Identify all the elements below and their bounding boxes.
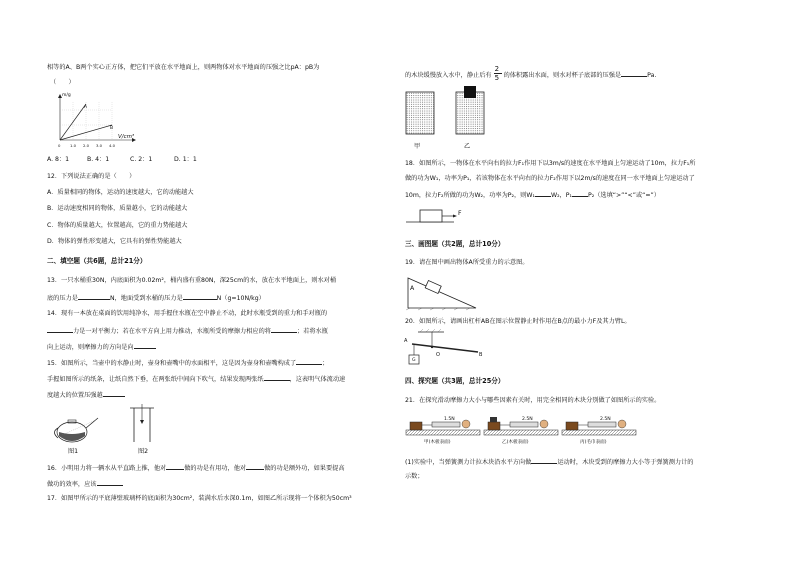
graph-xtick: 2.0 [83, 143, 90, 148]
incline-label-a: A [410, 285, 415, 292]
q20-stem: 20．如图所示，请画出杠杆AB在图示位置静止时作用在B点的最小力F及其力臂L。 [405, 318, 631, 325]
exp3-caption: 丙(毛巾表面) [580, 440, 607, 445]
q21-part1-line2: 示数； [405, 473, 424, 480]
incline-figure [404, 270, 484, 312]
q12-stem: 12．下列说法正确的是（ ） [47, 173, 136, 180]
q11-option-a: A. 8：1 [47, 156, 70, 163]
graph-xtick: 0 [58, 143, 61, 148]
cup-label-yi: 乙 [464, 143, 471, 150]
lever-label-g: G [412, 358, 416, 363]
exp2-reading: 2.5N [522, 417, 533, 422]
q18-line3: 10m，拉力F₂所做的功为W₂，功率为P₂，则W₁ W₂，P₁ P₂（选填“>”“<”或“=”） [405, 192, 660, 199]
section-3-heading: 三、画图题（共2题，总计10分） [405, 240, 505, 248]
q11-paren: （ ） [50, 79, 75, 86]
force-label: F [458, 210, 462, 217]
q12-option-b: B．运动速度相同的物体，质量越小，它的动能越大 [47, 205, 188, 212]
block-force-figure [406, 205, 476, 225]
q18-line1: 18．如图所示，一物体在水平向右的拉力F₁作用下以3m/s的速度在水平地面上匀速运动了10m，拉力F₁所 [405, 160, 696, 167]
paper-strips-figure [120, 402, 170, 448]
exp1-caption: 甲(木板表面) [424, 440, 451, 445]
section-4-heading: 四、探究题（共3题，总计25分） [405, 377, 505, 385]
fraction-numerator: 2 [494, 65, 500, 73]
fig2-caption: 图2 [138, 448, 149, 455]
q18-line2: 做的功为W₁，功率为P₁，若该物体在水平向右的拉力F₂作用下以2m/s的速度在同一水平地面上匀速运动了 [405, 175, 695, 182]
lever-label-a: A [404, 338, 408, 344]
q13-line2: 底的压力是 N，地面受到水桶的压力是 N（g=10N/kg） [47, 295, 265, 302]
graph-xtick: 3.0 [96, 143, 103, 148]
fraction-denominator: 5 [494, 74, 500, 82]
q21-stem: 21．在探究滑动摩擦力大小与哪些因素有关时，用完全相同的木块分别做了如图所示的实验。 [405, 397, 661, 404]
graph-series-b: B [110, 126, 114, 131]
q13-line1: 13．一只水桶重30N，内底面积为0.02m²，桶内盛有重80N，深25cm的水，放在水平地面上，则水对桶 [47, 277, 337, 284]
q14-line2: 力是一对平衡力；若在水平方向上用力推动，水瓶所受的摩擦力相应的将 ；若将水瓶 [47, 326, 328, 336]
q16-line1: 16．小明用力将一辆水从平直路上推，他对 做的功是有用功，他对 做的功是额外功，如果要提高 [47, 465, 345, 472]
graph-xtick: 4.0 [109, 143, 116, 148]
q15-line3: 度越大的位置压强越 [47, 390, 125, 400]
q11-option-b: B. 4：1 [87, 156, 110, 163]
q12-option-d: D．物体的弹性形变越大，它具有的弹性势能越大 [47, 238, 182, 245]
q15-line1: 15．如图所示，当壶中的水静止时，壶身和壶嘴中的水面相平，这是因为壶身和壶嘴构成了 ； [47, 360, 329, 367]
q14-line3: 向上运动，则摩擦力的方向是向 [47, 342, 156, 352]
q11-option-c: C. 2：1 [130, 156, 153, 163]
lever-label-b: B [479, 352, 483, 358]
fig1-caption: 图1 [68, 448, 79, 455]
graph-ylabel: m/g [62, 93, 71, 98]
q17-continuation: 的木块缓慢放入水中，静止后有 $\frac{2}{5}$ 的体积露出水面，则水对杯子底部的压强是 Pa. [405, 65, 657, 82]
lever-label-o: O [436, 352, 440, 358]
exp2-caption: 乙(木板表面) [502, 440, 529, 445]
q15-line2: 手握如图所示的纸条，让纸自然下垂，在两张纸中间向下吹气，结果发现两张纸 ，这表明气体流动速 [47, 376, 346, 383]
q12-option-a: A．质量相同的物体，运动的速度越大，它的动能越大 [47, 189, 194, 196]
exp1-reading: 1.5N [444, 417, 455, 422]
friction-experiments-figure [404, 408, 639, 442]
q14-line1: 14．现有一本放在桌面的饮用纯净水，用手握住水瓶在空中静止不动，此时水瓶受到的重力和手对瓶的 [47, 310, 328, 317]
cup-label-jia: 甲 [414, 143, 421, 150]
q21-part1-line1: (1)实验中，当弹簧测力计拉木块沿水平方向做 运动时，木块受到的摩擦力大小等于弹簧测力计的 [405, 459, 694, 466]
q11-tail: 相等的A、B两个实心正方体，把它们平放在水平地面上，则两物体对水平地面的压强之比pA：pB为 [47, 64, 320, 71]
q11-option-d: D. 1：1 [174, 156, 197, 163]
cups-figure [404, 88, 494, 138]
lever-figure [404, 329, 494, 369]
q16-line2: 做功的效率，应该 [47, 479, 123, 489]
q12-option-c: C．物体的质量越大，位置越高，它的重力势能越大 [47, 222, 188, 229]
exp3-reading: 2.5N [600, 417, 611, 422]
graph-xtick: 1.0 [70, 143, 77, 148]
graph-series-a: A [84, 105, 88, 110]
q19-stem: 19．请在图中画出物体A所受重力的示意图。 [405, 259, 529, 266]
graph-xlabel: V/cm³ [118, 134, 135, 140]
section-2-heading: 二、填空题（共6题，总计21分） [47, 257, 147, 265]
q17-line1: 17．如图甲所示的平底薄壁玻璃杯的底面积为30cm²，装满水后水深0.1m，如图乙所示现将一个体积为50cm³ [47, 495, 352, 502]
teapot-figure [50, 406, 110, 448]
